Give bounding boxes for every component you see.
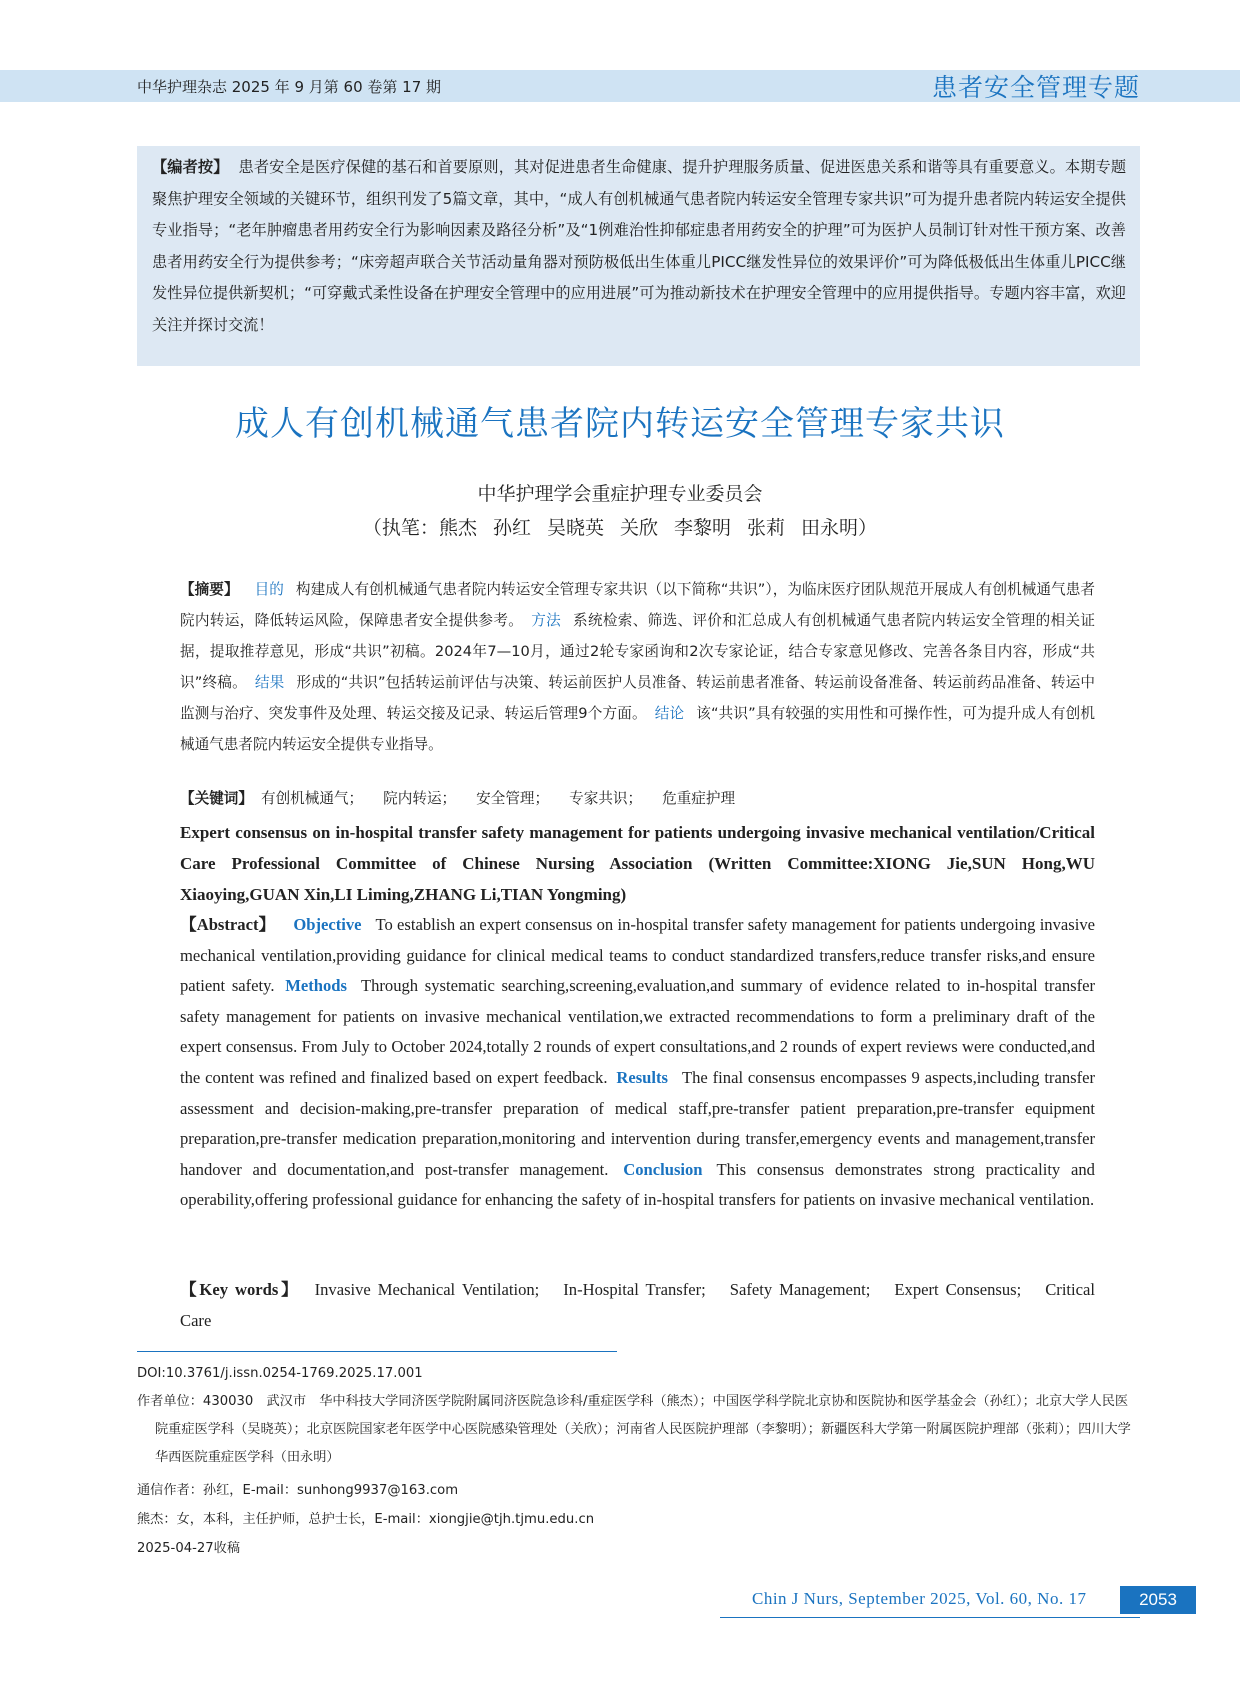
en-conclusion-text: This consensus demonstrates strong practicality and operability,offering professional guidance for enhancing the safety of in-hospital transfers for patients on invasive mechanical ventilation. — [180, 1159, 1095, 1210]
cn-objective-text: 构建成人有创机械通气患者院内转运安全管理专家共识（以下简称“共识”），为临床医疗团队规范开展成人有创机械通气患者院内转运，降低转运风险，保障患者安全提供参考。 — [180, 581, 1095, 629]
authors-suffix: ） — [858, 517, 878, 539]
cn-keyword: 安全管理； — [476, 790, 550, 807]
chinese-abstract — [180, 574, 1095, 760]
en-keyword: In-Hospital Transfer; — [563, 1280, 706, 1299]
cn-methods-label: 方法 — [531, 612, 562, 629]
cn-objective-label: 目的 — [254, 581, 284, 598]
journal-citation: 中华护理杂志 2025 年 9 月第 60 卷第 17 期 — [137, 78, 442, 96]
cn-methods-text: 系统检索、筛选、评价和汇总成人有创机械通气患者院内转运安全管理的相关证据，提取推荐意见，形成“共识”初稿。2024年7—10月，通过2轮专家函询和2次专家论证，结合专家意见修改、完善各条目内容，形成“共识”终稿。 — [180, 612, 1095, 691]
article-title: 成人有创机械通气患者院内转运安全管理专家共识 — [235, 404, 1005, 444]
editor-note-text: 患者安全是医疗保健的基石和首要原则，其对促进患者生命健康、提升护理服务质量、促进医患关系和谐等具有重要意义。本期专题聚焦护理安全领域的关键环节，组织刊发了5篇文章，其中，“成人有创机械通气患者院内转运安全管理专家共识”可为提升患者院内转运安全提供专业指导；“老年肿瘤患者用药安全行为影响因素及路径分析”及“1例难治性抑郁症患者用药安全的护理”可为医护人员制订针对性干预方案、改善患者用药安全行为提供参考；“床旁超声联合关节活动量角器对预防极低出生体重儿PICC继发性异位的效果评价”可为降低极低出生体重儿PICC继发性异位提供新契机；“可穿戴式柔性设备在护理安全管理中的应用进展”可为推动新技术在护理安全管理中的应用提供指导。专题内容丰富，欢迎关注并探讨交流！ — [152, 158, 1127, 334]
en-keyword: Invasive Mechanical Ventilation; — [314, 1280, 540, 1299]
chinese-keywords — [180, 787, 1095, 808]
author-name: 关欣 — [619, 517, 658, 539]
page-number: 2053 — [1120, 1586, 1196, 1614]
author-name: 吴晓英 — [546, 517, 604, 539]
author-name: 田永明 — [801, 517, 859, 539]
footnote-divider — [137, 1351, 617, 1352]
cn-keyword: 院内转运； — [383, 790, 457, 807]
en-methods-text: Through systematic searching,screening,evaluation,and summary of evidence related to in-hospital transfer safety management for patients on invasive mechanical ventilation,we extracted recommendations to form a preliminary draft of the expert consensus. From July to October 2024,totally 2 rounds of expert consultations,and 2 rounds of expert reviews were conducted,and the content was refined and finalized based on expert feedback. — [180, 976, 1095, 1087]
en-keywords-label: 【Key words】 — [180, 1280, 301, 1299]
topic-title: 患者安全管理专题 — [931, 73, 1140, 102]
en-objective-text: To establish an expert consensus on in-hospital transfer safety management for patients undergoing invasive mechanical ventilation,providing guidance for clinical medical teams to conduct standardized transfers,reduce transfer risks,and ensure patient safety. — [180, 915, 1095, 996]
received-date: 2025-04-27收稿 — [137, 1541, 241, 1556]
en-conclusion-label: Conclusion — [623, 1159, 703, 1179]
author-name: 孙红 — [492, 517, 531, 539]
cn-abstract-label: 【摘要】 — [180, 581, 239, 598]
en-abstract-label: 【Abstract】 — [180, 915, 276, 934]
author-name: 李黎明 — [674, 517, 732, 539]
en-keyword: Safety Management; — [729, 1280, 871, 1299]
authors-prefix: （执笔： — [362, 517, 439, 539]
cn-keyword: 有创机械通气； — [260, 790, 364, 807]
english-title: Expert consensus on in-hospital transfer safety management for patients undergoing invasive mechanical ventilation/Critical Care Professional Committee of Chinese Nursing Association (Written Committee:XIONG Jie,SUN Hong,WU Xiaoying,GUAN Xin,LI Liming,ZHANG Li,TIAN Yongming) — [180, 823, 1095, 904]
en-results-label: Results — [616, 1067, 668, 1087]
author-name: 熊杰 — [438, 517, 477, 539]
corresponding-author: 通信作者：孙红，E-mail：sunhong9937@163.com — [137, 1483, 459, 1498]
cn-conclusion-text: 该“共识”具有较强的实用性和可操作性，可为提升成人有创机械通气患者院内转运安全提供专业指导。 — [180, 705, 1095, 753]
cn-results-label: 结果 — [254, 674, 285, 691]
first-author-info: 熊杰：女，本科，主任护师，总护士长，E-mail：xiongjie@tjh.tjmu.edu.cn — [137, 1512, 595, 1527]
en-keyword: Expert Consensus; — [894, 1280, 1022, 1299]
english-abstract — [180, 910, 1095, 1216]
author-organization: 中华护理学会重症护理专业委员会 — [477, 483, 763, 505]
cn-conclusion-label: 结论 — [654, 705, 685, 722]
en-keyword: Critical Care — [180, 1280, 1095, 1330]
cn-results-text: 形成的“共识”包括转运前评估与决策、转运前医护人员准备、转运前患者准备、转运前设备准备、转运前药品准备、转运中监测与治疗、突发事件及处理、转运交接及记录、转运后管理9个方面。 — [180, 674, 1095, 722]
cn-keyword: 危重症护理 — [662, 790, 736, 807]
author-affiliations: 作者单位：430030 武汉市 华中科技大学同济医学院附属同济医院急诊科/重症医学科（熊杰）；中国医学科学院北京协和医院协和医学基金会（孙红）；北京大学人民医院重症医学科（吴晓英）；北京医院国家老年医学中心医院感染管理处（关欣）；河南省人民医院护理部（李黎明）；新疆医科大学第一附属医院护理部（张莉）；四川大学华西医院重症医学科（田永明） — [137, 1394, 1131, 1465]
en-methods-label: Methods — [285, 976, 347, 996]
footer-divider — [720, 1617, 1140, 1618]
editor-note-label: 【编者按】 — [152, 158, 229, 176]
editor-note — [137, 146, 1140, 366]
footer-citation: Chin J Nurs, September 2025, Vol. 60, No. 17 — [752, 1589, 1087, 1608]
en-objective-label: Objective — [293, 915, 362, 934]
author-name: 张莉 — [747, 517, 786, 539]
english-keywords — [180, 1275, 1095, 1336]
author-list — [0, 513, 1240, 540]
cn-keyword: 专家共识； — [569, 790, 643, 807]
doi: DOI:10.3761/j.issn.0254-1769.2025.17.001 — [137, 1366, 423, 1381]
cn-keywords-label: 【关键词】 — [180, 790, 253, 807]
en-results-text: The final consensus encompasses 9 aspects,including transfer assessment and decision-making,pre-transfer preparation of medical staff,pre-transfer patient preparation,pre-transfer equipment preparation,pre-transfer medication preparation,monitoring and intervention during transfer,emergency events and management,transfer handover and documentation,and post-transfer management. — [180, 1067, 1095, 1179]
